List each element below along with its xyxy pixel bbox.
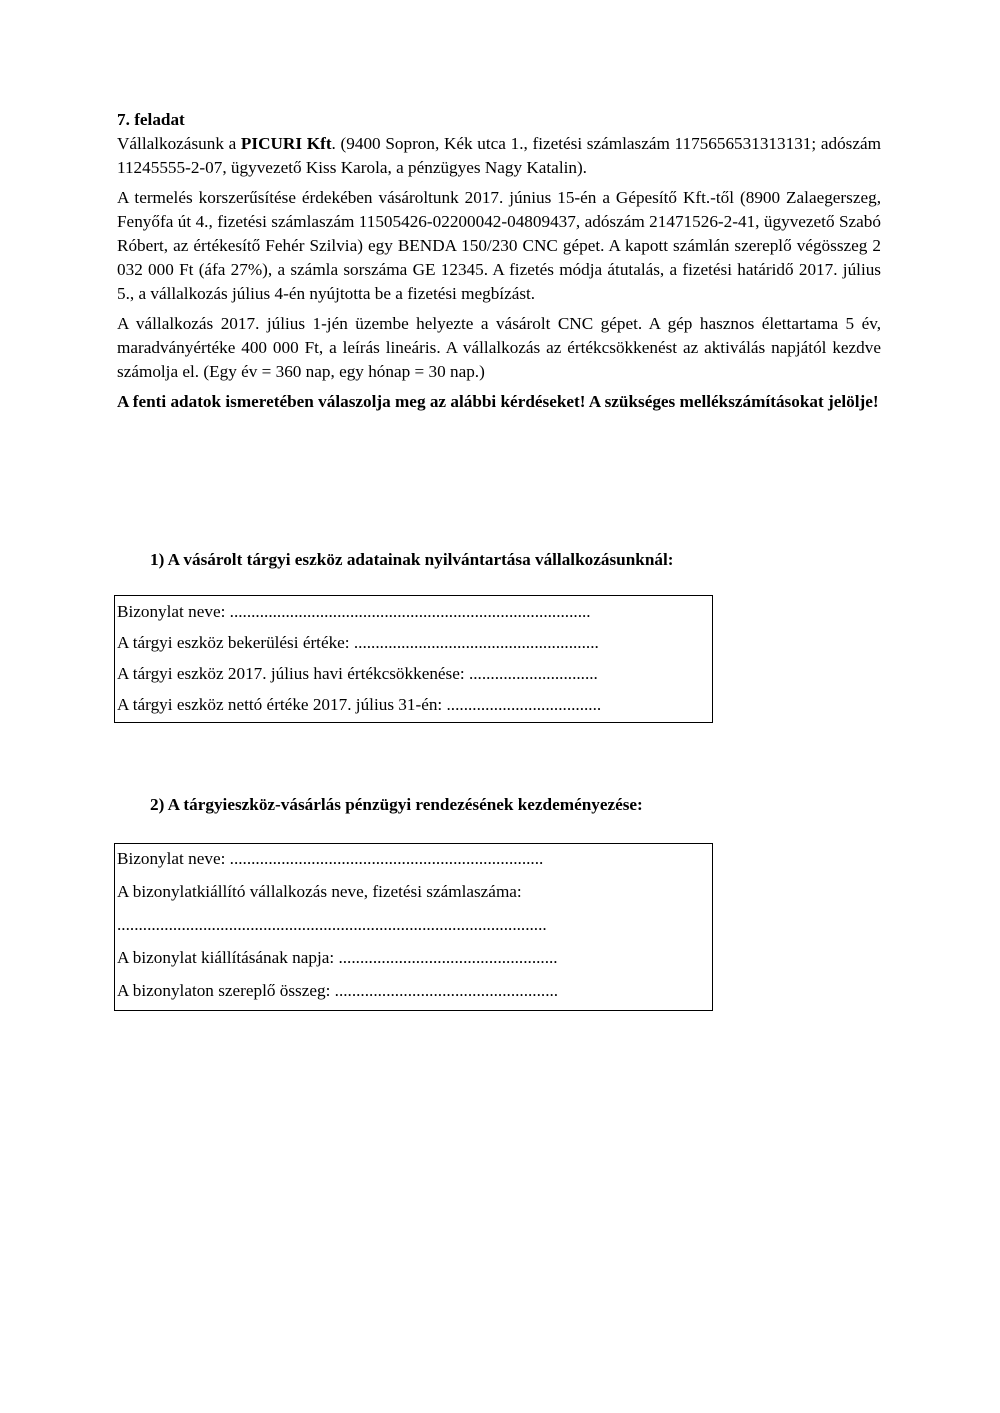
answer-row-issuer-value[interactable]: .................................................................................................... [117,915,547,934]
task-text [117,108,881,414]
paragraph-company [117,132,881,180]
paragraph-depreciation: A vállalkozás 2017. július 1-jén üzembe helyezte a vásárolt CNC gépet. A gép hasznos élettartama 5 év, maradványértéke 400 000 Ft, a leírás lineáris. A vállalkozás az értékcsökkenést az aktiválás napjától kezdve számolja el. (Egy év = 360 nap, egy hónap = 30 nap.) [117,314,881,381]
answer-box-1 [114,595,713,723]
answer-row-document-name[interactable]: Bizonylat neve: .................................................................................... [117,602,591,621]
paragraph-company-intro: Vállalkozásunk a [117,134,241,153]
answer-row-monthly-depreciation[interactable]: A tárgyi eszköz 2017. július havi értékcsökkenése: .............................. [117,664,598,683]
task-title: 7. feladat [117,110,185,129]
question-2-heading: 2) A tárgyieszköz-vásárlás pénzügyi rendezésének kezdeményezése: [150,795,643,814]
paragraph-company-details: . (9400 Sopron, Kék utca 1., fizetési számlaszám 1175656531313131; adószám 11245555-2-07, ügyvezető Kiss Karola, a pénzügyes Nagy Katalin). [117,134,881,177]
instruction: A fenti adatok ismeretében válaszolja meg az alábbi kérdéseket! A szükséges mellékszámításokat jelölje! [117,392,879,411]
answer-row-amount[interactable]: A bizonylaton szereplő összeg: .................................................... [117,981,559,1000]
question-1-heading: 1) A vásárolt tárgyi eszköz adatainak nyilvántartása vállalkozásunknál: [150,550,674,569]
answer-row-acquisition-cost[interactable]: A tárgyi eszköz bekerülési értéke: ......................................................... [117,633,599,652]
paragraph-purchase: A termelés korszerűsítése érdekében vásároltunk 2017. június 15-én a Gépesítő Kft.-től (8900 Zalaegerszeg, Fenyőfa út 4., fizetési számlaszám 11505426-02200042-04809437, adószám 21471526-2-41, ügyvezető Szabó Róbert, az értékesítő Fehér Szilvia) egy BENDA 150/230 CNC gépet. A kapott számlán szereplő végösszeg 2 032 000 Ft (áfa 27%), a számla sorszáma GE 12345. A fizetés módja átutalás, a fizetési határidő 2017. július 5., a vállalkozás július 4-én nyújtotta be a fizetési megbízást. [117,188,881,303]
answer-row-issuer-label: A bizonylatkiállító vállalkozás neve, fizetési számlaszáma: [117,882,522,901]
answer-row-net-value[interactable]: A tárgyi eszköz nettó értéke 2017. július 31-én: .................................... [117,695,602,714]
answer-row-issue-date[interactable]: A bizonylat kiállításának napja: ................................................... [117,948,558,967]
answer-row-document-name[interactable]: Bizonylat neve: ......................................................................... [117,849,544,868]
company-name: PICURI Kft [240,134,332,153]
answer-box-2 [114,843,713,1011]
